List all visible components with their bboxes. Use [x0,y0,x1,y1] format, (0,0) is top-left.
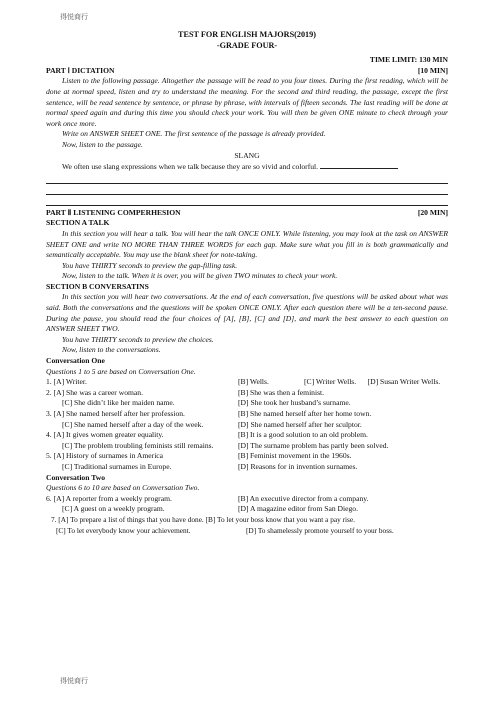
q6-option-a: 6. [A] A reporter from a weekly program. [46,493,172,503]
passage-first-sentence [46,161,448,173]
footer-watermark: 得悦商行 [60,677,88,685]
part1-instructions: Listen to the following passage. Altogether the passage will be read to you four times. During the first reading, which will be done at normal speed, listen and try to understand the meaning. For the second and third reading, the passage, except the first sentence, will be read sentence by sentence, or phrase by phrase, with intervals of fifteen seconds. The last reading will be done at normal speed again and during this time you should check your work. You will then be given ONE minute to check through your work once more. [46,76,448,128]
section-a-preview: You have THIRTY seconds to preview the gap-filling task. [62,260,238,270]
time-limit: TIME LIMIT: 130 MIN [369,55,448,65]
section-b-listen: Now, listen to the conversations. [62,345,161,355]
q6-option-c: [C] A guest on a weekly program. [62,504,165,514]
q1-option-cd [304,377,448,388]
q3-option-d: [D] She named herself after her sculptor. [238,419,362,429]
conversation-one-note: Questions 1 to 5 are based on Conversation One. [46,366,196,376]
q2-option-c: [C] She didn’t like her maiden name. [62,398,175,408]
question-6 [46,494,448,515]
part2-title: PART Ⅱ LISTENING COMPERHESION [46,207,181,217]
question-5 [46,451,448,472]
q2-option-a: 2. [A] She was a career woman. [46,387,143,397]
section-b-heading: SECTION B CONVERSATINS [46,281,149,291]
q5-option-c: [C] Traditional surnames in Europe. [62,461,172,471]
answer-line-1 [46,173,448,184]
q4-option-d: [D] The surname problem has partly been solved. [238,440,389,450]
section-a-instructions: In this section you will hear a talk. You will hear the talk ONCE ONLY. While listening, you may look at the task on ANSWER SHEET ONE and write NO MORE THAN THREE WORDS for each gap. Make sure what you fill in is both grammatically and semantically acceptable. You may use the blank sheet for note-taking. [46,228,448,260]
part2-heading [46,208,448,219]
q7-option-d: [D] To shamelessly promote yourself to your boss. [246,525,394,535]
q2-option-d: [D] She took her husband’s surname. [238,398,351,408]
document-title: TEST FOR ENGLISH MAJORS(2019) [178,30,316,39]
conversation-two-heading: Conversation Two [46,472,105,482]
document-subtitle: -GRADE FOUR- [216,40,278,50]
question-1 [46,377,448,388]
q3-option-c: [C] She named herself after a day of the week. [62,419,204,429]
q6-option-b: [B] An executive director from a company. [238,493,369,503]
part2-minutes: [20 MIN] [417,207,448,217]
q7-option-c: [C] To let everybody know your achievement. [56,525,191,535]
part1-heading [46,66,448,77]
answer-line-3 [46,195,448,206]
q7-option-a: 7. [A] To prepare a list of things that you have done. [51,514,204,524]
q4-option-b: [B] It is a good solution to an old problem. [238,430,368,440]
question-2 [46,388,448,409]
q1-option-b: [B] Wells. [238,377,269,387]
question-4 [46,430,448,451]
question-3 [46,409,448,430]
part1-minutes: [10 MIN] [417,65,448,75]
q1-option-a: 1. [A] Writer. [46,377,87,387]
part1-now-listen: Now, listen to the passage. [62,139,143,149]
passage-title: SLANG [234,150,260,160]
q5-option-b: [B] Feminist movement in the 1960s. [238,451,352,461]
question-7 [46,515,448,536]
q2-option-b: [B] She was then a feminist. [238,387,325,397]
q5-option-d: [D] Reasons for in invention surnames. [238,461,358,471]
q3-option-a: 3. [A] She named herself after her profession. [46,409,185,418]
answer-blank [320,161,398,169]
part1-title: PART Ⅰ DICTATION [46,65,115,75]
conversation-two-note: Questions 6 to 10 are based on Conversation Two. [46,483,200,493]
conversation-one-heading: Conversation One [46,356,105,366]
q7-option-b: [B] To let your boss know that you want a pay rise. [205,514,355,524]
q7-line-1 [51,515,448,526]
part1-write-on: Write on ANSWER SHEET ONE. The first sentence of the passage is already provided. [62,129,326,139]
q3-option-b: [B] She named herself after her home town. [238,409,372,418]
header-watermark: 得悦商行 [60,13,88,21]
q1-option-c: [C] Writer Wells. [304,377,357,387]
q1-option-d: [D] Susan Writer Wells. [367,377,441,387]
section-a-listen: Now, listen to the talk. When it is over, you will be given TWO minutes to check your work. [62,271,338,281]
section-a-heading: SECTION A TALK [46,218,110,228]
first-sentence-text: We often use slang expressions when we talk because they are so vivid and colorful. [62,162,319,172]
q6-option-d: [D] A magazine editor from San Diego. [238,504,358,514]
q5-option-a: 5. [A] History of surnames in America [46,451,164,461]
q7-line-2 [51,526,448,537]
q4-option-a: 4. [A] It gives women greater equality. [46,430,164,440]
section-b-preview: You have THIRTY seconds to preview the choices. [62,334,214,344]
document-page [46,30,448,536]
section-b-instructions: In this section you will hear two conversations. At the end of each conversation, five questions will be asked about what was said. Both the conversations and the questions will be spoken ONCE ONLY. After each question there will be a ten-second pause. During the pause, you should read the four choices of [A], [B], [C] and [D], and mark the best answer to each question on ANSWER SHEET TWO. [46,292,448,334]
q4-option-c: [C] The problem troubling feminists still remains. [62,440,214,450]
answer-line-2 [46,184,448,195]
